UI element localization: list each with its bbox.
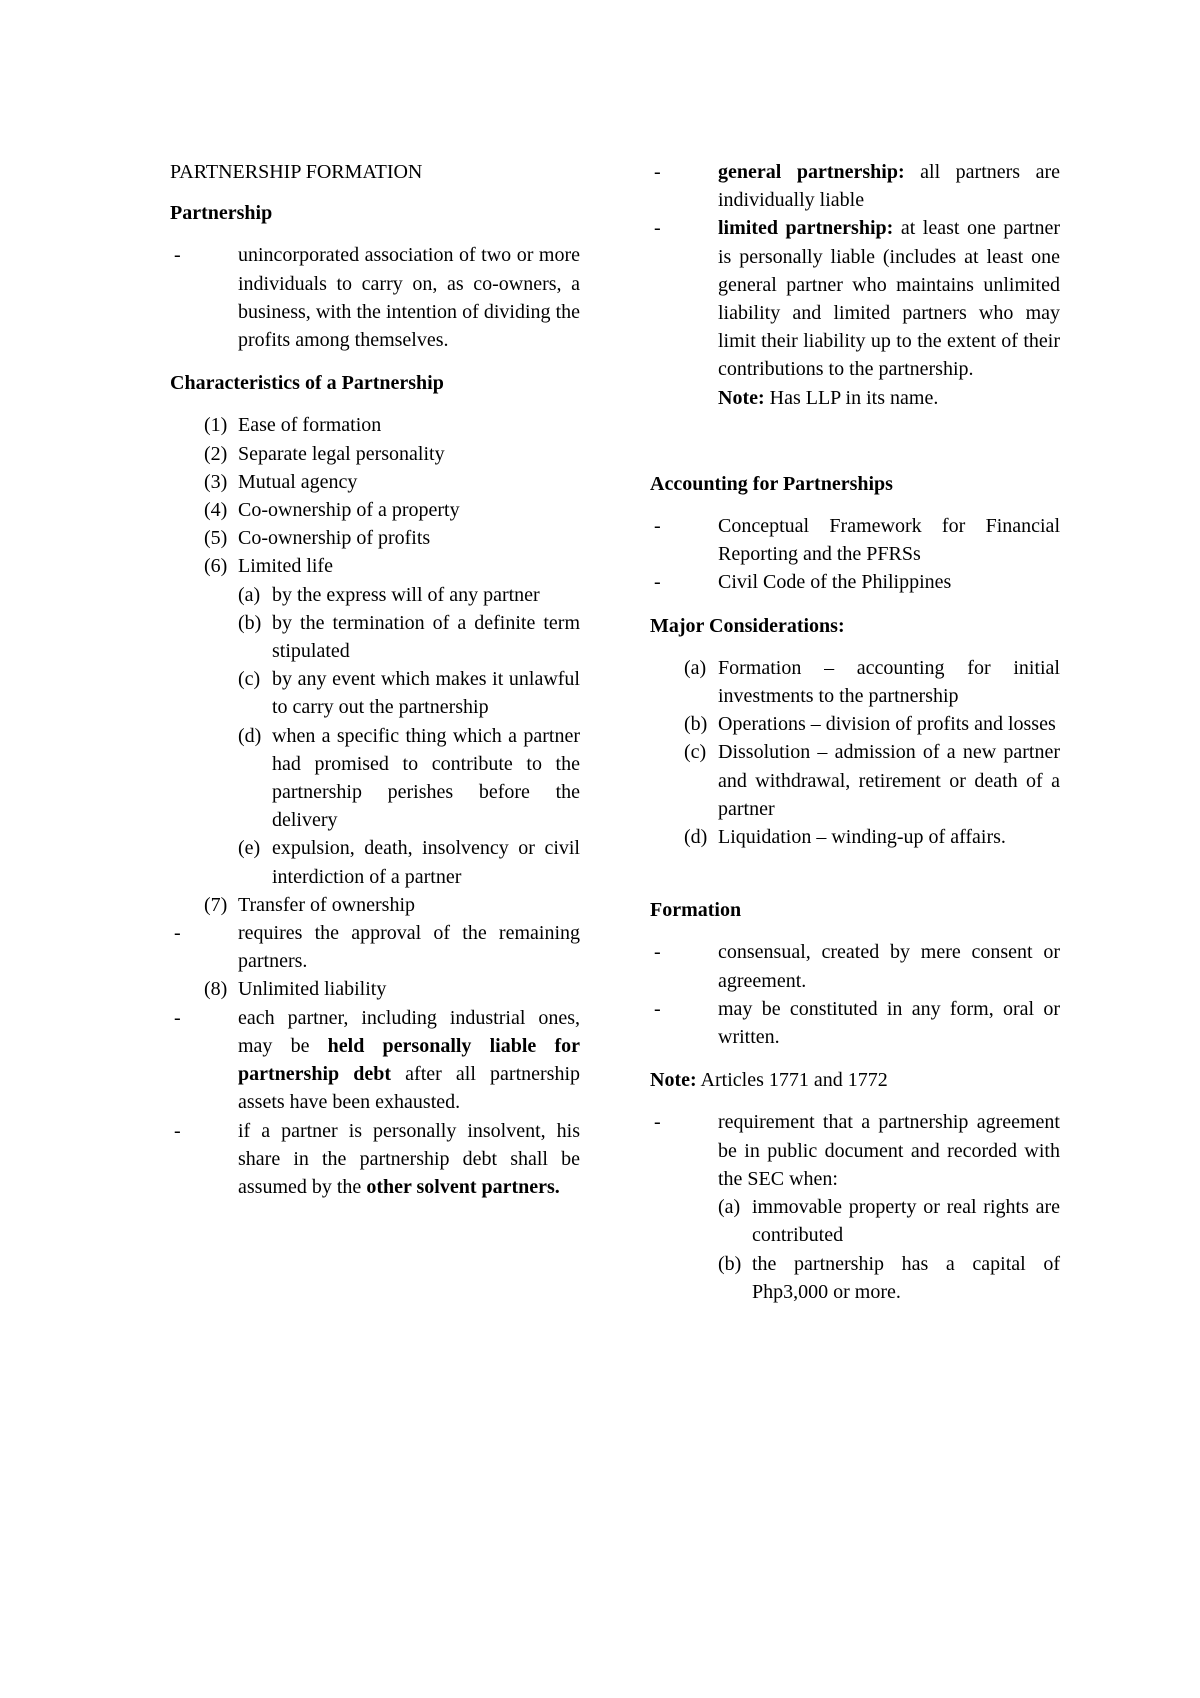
requirement-item: (b) the partnership has a capital of Php3,000 or more. [718,1252,1060,1303]
transfer-bullet: - requires the approval of the remaining partners. [170,919,580,975]
characteristic-item: (6) Limited life [204,555,333,578]
requirement-bullet: - requirement that a partnership agreement be in public document and recorded with the SEC when: [650,1108,1060,1193]
accounting-bullet: - Civil Code of the Philippines [650,568,1060,596]
characteristic-item: (1) Ease of formation [204,414,382,437]
limited-life-item: (d) when a specific thing which a partner had promised to contribute to the partnership perishes before the delivery [238,724,580,832]
consideration-item: (c) Dissolution – admission of a new partner and withdrawal, retirement or death of a partner [684,741,1060,820]
consideration-item: (a) Formation – accounting for initial investments to the partnership [684,656,1060,708]
formation-bullet: - consensual, created by mere consent or agreement. [650,938,1060,994]
articles-note: Note: Articles 1771 and 1772 [650,1069,888,1092]
limited-life-item: (c) by any event which makes it unlawful to carry out the partnership [238,668,580,719]
consideration-item: (b) Operations – division of profits and losses [684,713,1056,736]
accounting-heading: Accounting for Partnerships [650,472,893,495]
requirement-item: (a) immovable property or real rights are contributed [718,1196,1060,1247]
liability-bullet: - if a partner is personally insolvent, his share in the partnership debt shall be assumed by the other solvent partners. [170,1117,580,1202]
right-column [650,158,1060,1306]
liability-bullet: - each partner, including industrial ones, may be held personally liable for partnership debt after all partnership assets have been exhausted. [170,1004,580,1117]
formation-heading: Formation [650,899,742,922]
consideration-item: (d) Liquidation – winding-up of affairs. [684,826,1006,849]
characteristic-item: (5) Co-ownership of profits [204,527,431,550]
llp-note: Note: Has LLP in its name. [718,386,939,409]
general-partnership-bullet: - general partnership: all partners are individually liable [650,158,1060,214]
document-title: PARTNERSHIP FORMATION [170,161,423,183]
partnership-definition: - unincorporated association of two or more individuals to carry on, as co-owners, a business, with the intention of dividing the profits among themselves. [170,241,580,354]
limited-partnership-bullet: - limited partnership: at least one partner is personally liable (includes at least one general partner who maintains unlimited liability and limited partners who may limit their liability up to the extent of their contributions to the partnership. [650,214,1060,383]
major-considerations-heading: Major Considerations: [650,614,845,637]
formation-bullet: - may be constituted in any form, oral or written. [650,995,1060,1051]
limited-life-item: (a) by the express will of any partner [238,583,540,606]
accounting-bullet: - Conceptual Framework for Financial Reporting and the PFRSs [650,512,1060,568]
characteristics-heading: Characteristics of a Partnership [170,372,444,395]
partnership-heading: Partnership [170,202,273,225]
characteristic-item: (8) Unlimited liability [204,978,387,1001]
characteristic-item: (3) Mutual agency [204,470,358,493]
limited-life-item: (b) by the termination of a definite term stipulated [238,611,580,663]
characteristic-item: (4) Co-ownership of a property [204,499,460,522]
characteristic-item: (2) Separate legal personality [204,442,445,465]
characteristic-item: (7) Transfer of ownership [204,893,416,916]
left-column [170,158,580,1201]
limited-life-item: (e) expulsion, death, insolvency or civil interdiction of a partner [238,837,580,888]
